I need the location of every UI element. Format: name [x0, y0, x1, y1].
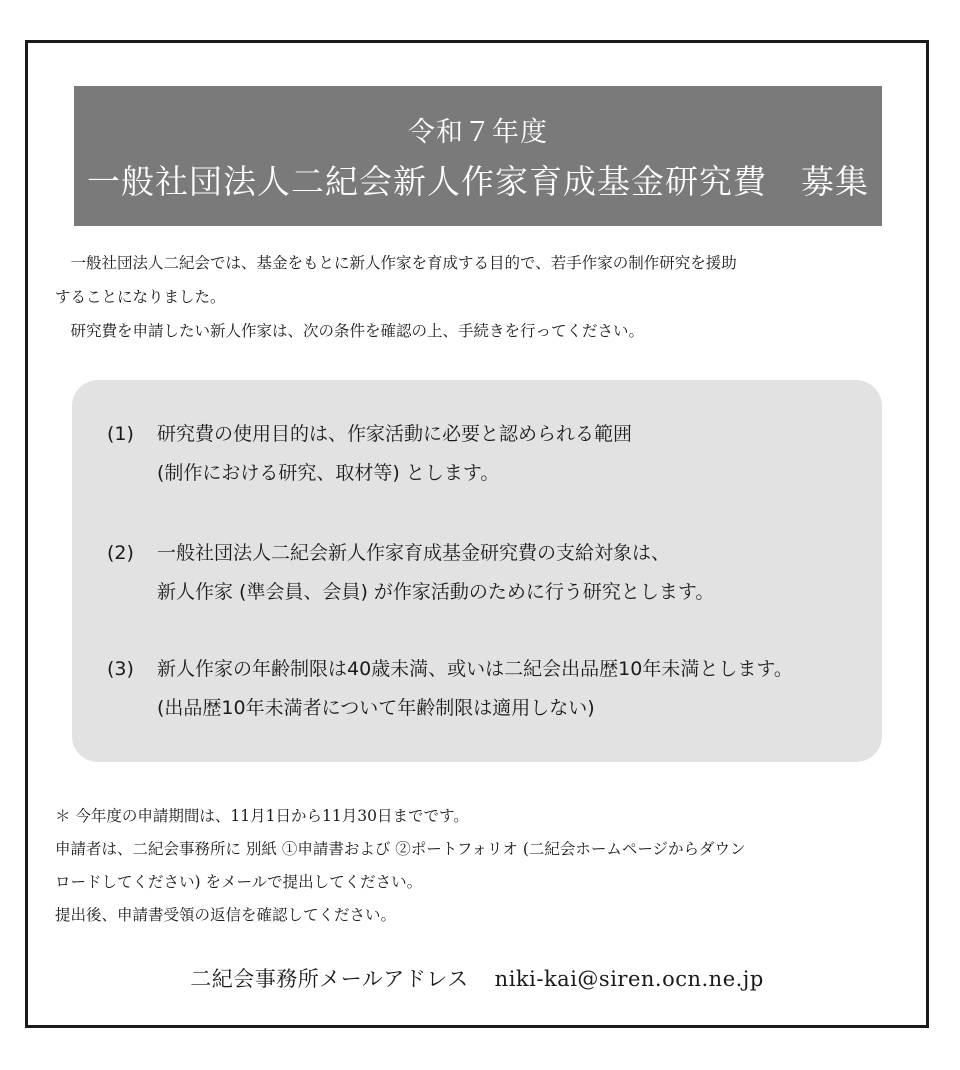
title-year: 令和７年度	[408, 117, 548, 148]
contact-label: 二紀会事務所メールアドレス	[190, 967, 469, 991]
condition-text-line-2: 新人作家 (準会員、会員) が作家活動のために行う研究とします。	[157, 581, 715, 603]
contact-email[interactable]: niki-kai@siren.ocn.ne.jp	[494, 967, 764, 991]
intro-text	[55, 246, 915, 348]
notes-line-3: ロードしてください) をメールで提出してください。	[55, 873, 423, 891]
intro-paragraph-2: 研究費を申請したい新人作家は、次の条件を確認の上、手続きを行ってください。	[70, 322, 645, 340]
notes-line-4: 提出後、申請書受領の返信を確認してください。	[55, 906, 397, 924]
notes-line-1: ＊ 今年度の申請期間は、11月1日から11月30日までです。	[55, 807, 469, 825]
condition-number: (2)	[107, 542, 134, 564]
condition-text-line-1: 一般社団法人二紀会新人作家育成基金研究費の支給対象は、	[157, 542, 671, 564]
title-main: 一般社団法人二紀会新人作家育成基金研究費 募集	[87, 162, 869, 201]
document-frame	[25, 40, 929, 1028]
condition-number: (1)	[107, 423, 134, 445]
condition-text-line-1: 新人作家の年齢制限は40歳未満、或いは二紀会出品歴10年未満とします。	[157, 658, 793, 680]
condition-text-line-1: 研究費の使用目的は、作家活動に必要と認められる範囲	[157, 423, 633, 445]
title-banner	[74, 86, 882, 226]
condition-text-line-2: (出品歴10年未満者について年齢制限は適用しない)	[157, 697, 595, 719]
condition-number: (3)	[107, 658, 134, 680]
intro-paragraph-1-line-1: 一般社団法人二紀会では、基金をもとに新人作家を育成する目的で、若手作家の制作研究を援助	[70, 254, 737, 272]
application-notes	[55, 800, 915, 932]
notes-line-2: 申請者は、二紀会事務所に 別紙 ①申請書および ②ポートフォリオ (二紀会ホームページからダウン	[55, 840, 746, 858]
condition-text-line-2: (制作における研究、取材等) とします。	[157, 462, 500, 484]
conditions-panel	[72, 380, 882, 762]
intro-paragraph-1-line-2: することになりました。	[55, 288, 226, 306]
contact-line	[28, 963, 926, 993]
